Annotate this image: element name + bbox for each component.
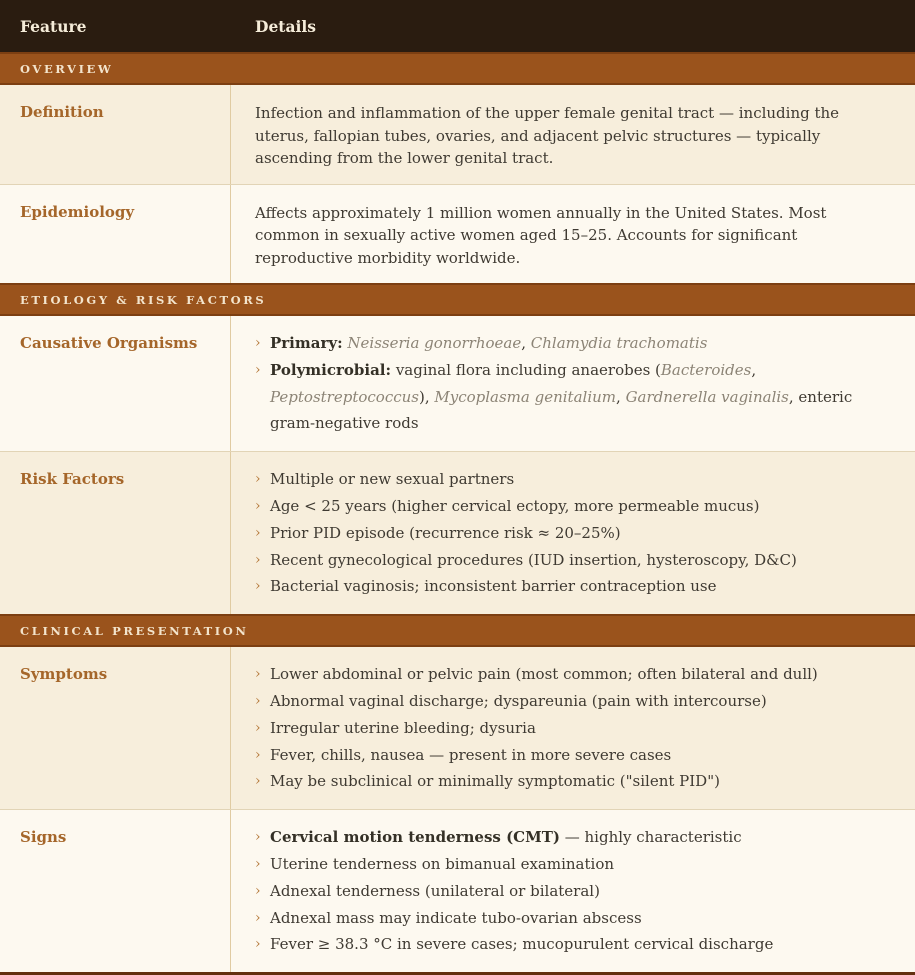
list-item <box>255 878 885 905</box>
chevron-right-icon: › <box>255 471 261 488</box>
chevron-right-icon: › <box>255 524 261 541</box>
details-cell <box>230 316 915 451</box>
section-header <box>0 283 915 316</box>
list-item <box>255 742 885 769</box>
body-text: Fever, chills, nausea — present in more severe cases <box>270 745 672 764</box>
chevron-right-icon: › <box>255 746 261 763</box>
chevron-right-icon: › <box>255 335 261 351</box>
list-item <box>255 851 885 878</box>
chevron-right-icon: › <box>255 829 261 846</box>
details-cell <box>230 185 915 284</box>
chevron-right-icon: › <box>255 497 261 514</box>
body-text: Adnexal mass may indicate tubo-ovarian abscess <box>270 908 642 927</box>
feature-label: Epidemiology <box>20 202 135 221</box>
bullet-list <box>255 661 885 795</box>
list-item <box>255 931 885 958</box>
body-text: Affects approximately 1 million women annually in the United States. Most common in sexually active women aged 15–25. Accounts for significant reproductive morbidity worldwide. <box>255 203 827 267</box>
body-text: Infection and inflammation of the upper female genital tract — including the uterus, fallopian tubes, ovaries, and adjacent pelvic structures — typically ascending from the lower genital tract. <box>255 104 840 167</box>
list-item <box>255 905 885 932</box>
section-title: OVERVIEW <box>20 61 114 76</box>
organism-name: Gardnerella vaginalis <box>625 387 789 406</box>
table-header <box>0 0 915 52</box>
chevron-right-icon: › <box>255 578 261 595</box>
detail-paragraph <box>255 202 885 270</box>
list-item <box>255 688 885 715</box>
details-cell <box>230 810 915 972</box>
body-text: Multiple or new sexual partners <box>270 470 515 489</box>
chevron-right-icon: › <box>255 909 261 926</box>
body-text: Abnormal vaginal discharge; dyspareunia (pain with intercourse) <box>270 691 767 710</box>
details-cell <box>230 452 915 614</box>
body-text: Uterine tenderness on bimanual examination <box>270 854 615 873</box>
body-text: ), <box>418 387 435 406</box>
chevron-right-icon: › <box>255 719 261 736</box>
bullet-list <box>255 330 885 437</box>
feature-label: Signs <box>20 828 67 847</box>
chevron-right-icon: › <box>255 666 261 683</box>
body-text: , <box>751 360 757 379</box>
table-row <box>0 451 915 614</box>
body-text: , <box>616 387 626 406</box>
bullet-list <box>255 824 885 958</box>
detail-paragraph <box>255 102 885 170</box>
list-item <box>255 768 885 795</box>
table-row <box>0 647 915 809</box>
organism-name: Bacteroides <box>660 360 752 379</box>
section-header <box>0 614 915 647</box>
section-title: ETIOLOGY & RISK FACTORS <box>20 292 267 307</box>
table-row <box>0 184 915 284</box>
emphasis-text: Polymicrobial: <box>270 360 392 379</box>
chevron-right-icon: › <box>255 361 261 378</box>
chevron-right-icon: › <box>255 855 261 872</box>
chevron-right-icon: › <box>255 773 261 790</box>
body-text: , <box>521 334 531 352</box>
organism-name: Mycoplasma genitalium <box>434 387 617 406</box>
body-text: — highly characteristic <box>559 828 742 847</box>
details-column-header: Details <box>255 16 317 36</box>
chevron-right-icon: › <box>255 551 261 568</box>
list-item <box>255 330 885 357</box>
body-text: Lower abdominal or pelvic pain (most common; often bilateral and dull) <box>270 665 818 684</box>
chevron-right-icon: › <box>255 936 261 953</box>
list-item <box>255 573 885 600</box>
body-text: Prior PID episode (recurrence risk ≈ 20–25%) <box>270 523 621 542</box>
chevron-right-icon: › <box>255 692 261 709</box>
table-row <box>0 809 915 972</box>
details-cell <box>230 647 915 809</box>
table-row <box>0 85 915 184</box>
body-text: vaginal flora including anaerobes ( <box>391 360 661 379</box>
body-text: Age < 25 years (higher cervical ectopy, more permeable mucus) <box>270 496 760 515</box>
list-item <box>255 824 885 851</box>
list-item <box>255 493 885 520</box>
organism-name: Neisseria gonorrhoeae <box>347 334 522 352</box>
emphasis-text: Cervical motion tenderness (CMT) <box>270 828 560 847</box>
list-item <box>255 715 885 742</box>
list-item <box>255 547 885 574</box>
organism-name: Chlamydia trachomatis <box>530 334 708 352</box>
list-item <box>255 357 885 437</box>
section-header <box>0 52 915 85</box>
feature-column-header: Feature <box>20 16 87 36</box>
body-text: , enteric gram-negative rods <box>270 387 853 433</box>
feature-label: Risk Factors <box>20 470 125 489</box>
organism-name: Peptostreptococcus <box>270 387 419 406</box>
body-text: Recent gynecological procedures (IUD insertion, hysteroscopy, D&C) <box>270 550 797 569</box>
chevron-right-icon: › <box>255 882 261 899</box>
list-item <box>255 520 885 547</box>
section-title: CLINICAL PRESENTATION <box>20 623 249 638</box>
table-body <box>0 52 915 972</box>
body-text: Fever ≥ 38.3 °C in severe cases; mucopurulent cervical discharge <box>270 935 774 954</box>
body-text: May be subclinical or minimally symptomatic ("silent PID") <box>270 772 720 791</box>
emphasis-text: Primary: <box>270 334 343 352</box>
body-text: Irregular uterine bleeding; dysuria <box>270 718 536 737</box>
body-text: Adnexal tenderness (unilateral or bilateral) <box>270 881 600 900</box>
list-item <box>255 466 885 493</box>
bullet-list <box>255 466 885 600</box>
table-row <box>0 316 915 451</box>
feature-label: Causative Organisms <box>20 334 198 352</box>
feature-label: Symptoms <box>20 665 108 684</box>
body-text: Bacterial vaginosis; inconsistent barrier contraception use <box>270 577 717 596</box>
list-item <box>255 661 885 688</box>
details-cell <box>230 85 915 184</box>
feature-label: Definition <box>20 103 104 121</box>
